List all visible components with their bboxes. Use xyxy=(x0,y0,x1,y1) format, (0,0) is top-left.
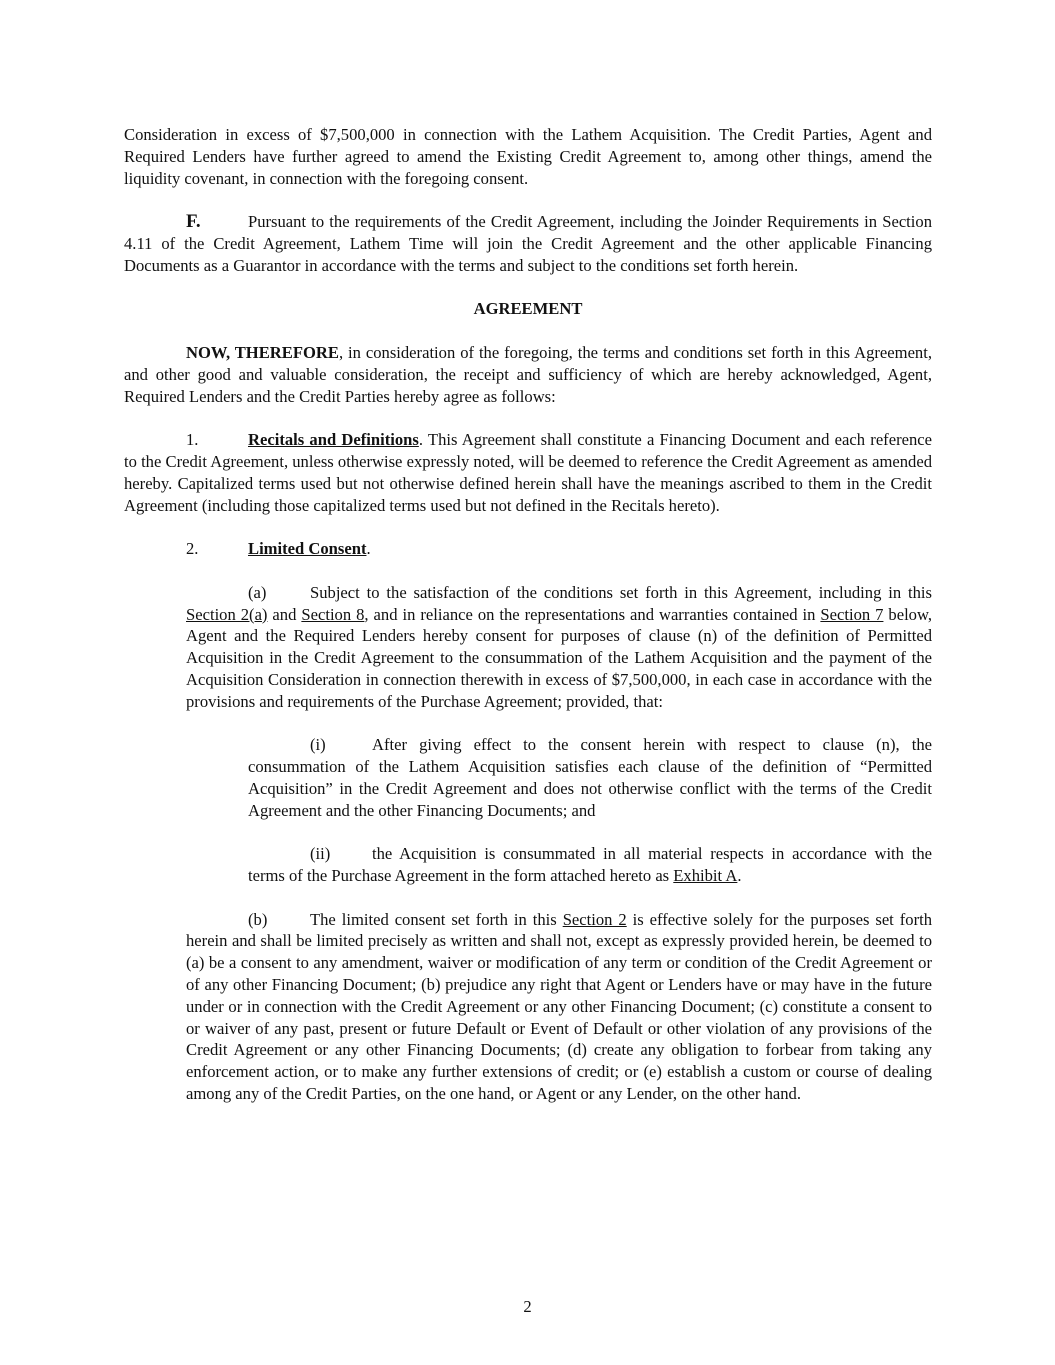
paragraph-continuation: Consideration in excess of $7,500,000 in connection with the Lathem Acquisition. The Credit Parties, Agent and Required Lenders have further agreed to amend the Existing Credit Agreement to, among other things, amend the liquidity covenant, in connection with the foregoing consent. xyxy=(124,125,932,188)
section-ref-2a: Section 2(a) xyxy=(186,604,268,624)
now-therefore-paragraph: NOW, THEREFORE, in consideration of the foregoing, the terms and conditions set forth in this Agreement, and other good and valuable consideration, the receipt and sufficiency of which are hereby acknowledged, Agent, Required Lenders and the Credit Parties hereby agree as follows: xyxy=(124,342,932,406)
now-therefore-label: NOW, THEREFORE xyxy=(186,342,339,362)
section-ref-8: Section 8 xyxy=(301,604,365,624)
clause-i-label: (i) xyxy=(310,735,326,755)
recital-f-label: F. xyxy=(186,211,201,233)
section-ref-2: Section 2 xyxy=(562,909,627,929)
document-page xyxy=(124,124,932,1105)
clause-a-label: (a) xyxy=(248,582,267,602)
section-1: 1. Recitals and Definitions. This Agreement shall constitute a Financing Document and each reference to the Credit Agreement, unless otherwise expressly noted, will be deemed to reference the Credit Agreement as amended hereby. Capitalized terms used but not otherwise defined herein shall have the meanings ascribed to them in the Credit Agreement (including those capitalized terms used but not defined in the Recitals hereto). xyxy=(124,430,932,515)
agreement-heading: AGREEMENT xyxy=(473,299,583,319)
clause-b: (b) The limited consent set forth in this Section 2 is effective solely for the purposes set forth herein and shall be limited precisely as written and shall not, except as expressly provided herein, be deemed to (a) be a consent to any amendment, waiver or modification of any term or condition of the Credit Agreement or of any other Financing Document; (b) prejudice any right that Agent or Lenders have or may have in the future under or in connection with the Credit Agreement or any other Financing Document; (c) constitute a consent to or waiver of any past, present or future Default or Event of Default or other violation of any provisions of the Credit Agreement or any other Financing Documents; (d) create any obligation to forbear from taking any enforcement action, or to make any further extensions of credit; or (e) establish a custom or course of dealing among any of the Credit Parties, on the one hand, or Agent or any Lender, on the other hand. xyxy=(186,909,932,1104)
recital-f-text: Pursuant to the requirements of the Credit Agreement, including the Joinder Requirements in Section 4.11 of the Credit Agreement, Lathem Time will join the Credit Agreement and the other applicable Financing Documents as a Guarantor in accordance with the terms and subject to the conditions set forth herein. xyxy=(124,212,932,275)
clause-i: (i) After giving effect to the consent herein with respect to clause (n), the consummation of the Lathem Acquisition satisfies each clause of the definition of “Permitted Acquisition” in the Credit Agreement and does not otherwise conflict with the terms of the Credit Agreement and the other Financing Documents; and xyxy=(248,735,932,820)
clause-ii-label: (ii) xyxy=(310,844,331,864)
section-2-heading: 2. Limited Consent. xyxy=(186,539,371,559)
recital-f xyxy=(124,211,932,276)
exhibit-a-ref: Exhibit A xyxy=(673,866,738,886)
section-2-title: Limited Consent xyxy=(248,539,367,559)
section-2-number: 2. xyxy=(186,539,199,559)
page-number: 2 xyxy=(523,1297,532,1316)
section-ref-7: Section 7 xyxy=(820,604,884,624)
section-1-title: Recitals and Definitions xyxy=(248,430,419,450)
section-1-number: 1. xyxy=(186,430,199,450)
clause-a: (a) Subject to the satisfaction of the conditions set forth in this Agreement, including in this Section 2(a) and Section 8, and in reliance on the representations and warranties contained in Section 7 below, Agent and the Required Lenders hereby consent for purposes of clause (n) of the definition of Permitted Acquisition in the Credit Agreement to the consummation of the Lathem Acquisition and the payment of the Acquisition Consideration in connection therewith in excess of $7,500,000, in each case in accordance with the provisions and requirements of the Purchase Agreement; provided, that: xyxy=(186,582,933,711)
clause-ii: (ii) the Acquisition is consummated in all material respects in accordance with the terms of the Purchase Agreement in the form attached hereto as Exhibit A. xyxy=(248,844,932,886)
clause-b-label: (b) xyxy=(248,909,268,929)
